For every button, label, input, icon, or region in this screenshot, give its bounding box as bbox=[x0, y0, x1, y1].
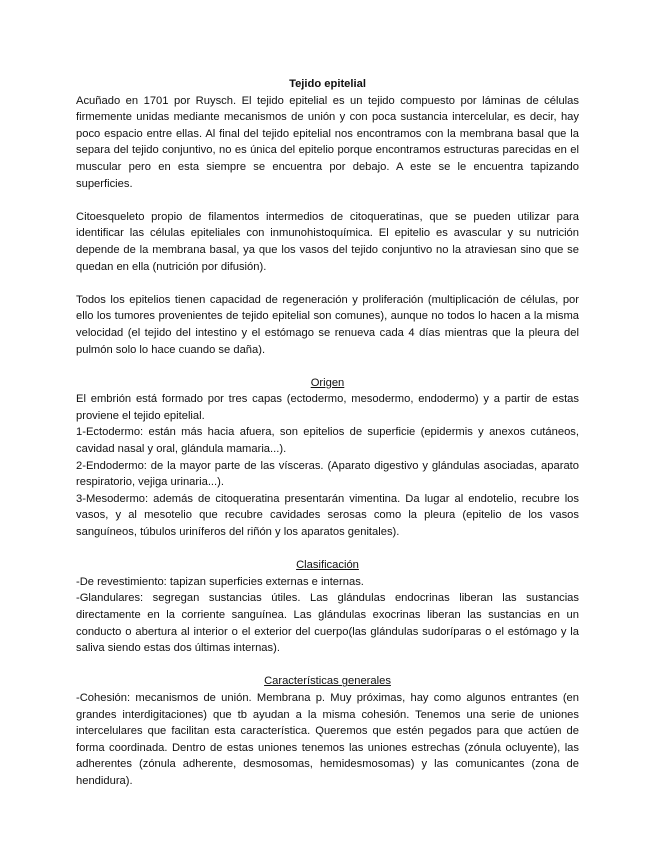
document-page bbox=[76, 76, 579, 790]
section-heading-caracteristicas: Características generales bbox=[264, 675, 391, 688]
paragraph-spacer bbox=[76, 541, 579, 558]
origen-endodermo: 2-Endodermo: de la mayor parte de las vísceras. (Aparato digestivo y glándulas asociadas, aparato respiratorio, vejiga urinaria...). bbox=[76, 459, 579, 489]
paragraph-spacer bbox=[76, 358, 579, 375]
origen-paragraph-1: El embrión está formado por tres capas (ectodermo, mesodermo, endodermo) y a partir de estas proviene el tejido epitelial. bbox=[76, 393, 579, 422]
origen-mesodermo: 3-Mesodermo: además de citoqueratina presentarán vimentina. Da lugar al endotelio, recubre los vasos, y al mesotelio que recubre cavidades serosas como la pleura (epitelio de los vasos sanguíneos, túbulos uriníferos del riñón y los aparatos genitales). bbox=[76, 492, 579, 539]
origen-ectodermo: 1-Ectodermo: están más hacia afuera, son epitelios de superficie (epidermis y anexos cutáneos, cavidad nasal y oral, glándula mamaria...). bbox=[76, 426, 579, 456]
intro-paragraph-2: Citoesqueleto propio de filamentos intermedios de citoqueratinas, que se pueden utilizar para identificar las células epiteliales con inmunohistoquímica. El epitelio es avascular y su nutrición depende de la membrana basal, ya que los vasos del tejido conjuntivo no la atraviesan sino que se quedan en ella (nutrición por difusión). bbox=[76, 210, 579, 273]
intro-paragraph-3: Todos los epitelios tienen capacidad de regeneración y proliferación (multiplicación de células, por ello los tumores provenientes de tejido epitelial son comunes), aunque no todos lo hacen a la misma velocidad (el tejido del intestino y el estómago se renueva cada 4 días mientras que la pleura del pulmón solo lo hace cuando se daña). bbox=[76, 293, 579, 356]
section-heading-clasificacion: Clasificación bbox=[296, 559, 359, 572]
clasificacion-glandulares: -Glandulares: segregan sustancias útiles. Las glándulas endocrinas liberan las sustancias directamente en la corriente sanguínea. Las glándulas exocrinas liberan las sustancias en un conducto o abertura al interior o el exterior del cuerpo(las glándulas sudoríparas o el estómago y la saliva siendo estas dos últimas internas). bbox=[76, 592, 579, 655]
intro-paragraph-1: Acuñado en 1701 por Ruysch. El tejido epitelial es un tejido compuesto por láminas de células firmemente unidas mediante mecanismos de unión y con poca sustancia intercelular, es decir, hay poco espacio entre ellas. Al final del tejido epitelial nos encontramos con la membrana basal que la separa del tejido conjuntivo, no es única del epitelio porque encontramos estructuras parecidas en el muscular pero en esta siempre se encuentra por debajo. A este se le encuentra tapizando superficies. bbox=[76, 94, 579, 190]
paragraph-spacer bbox=[76, 657, 579, 674]
paragraph-spacer bbox=[76, 192, 579, 209]
caracteristicas-cohesion: -Cohesión: mecanismos de unión. Membrana p. Muy próximas, hay como algunos entrantes (en grandes interdigitaciones) que tb ayudan a la misma cohesión. Tenemos una serie de uniones intercelulares que facilitan esta característica. Queremos que estén pegados para que actúen de forma coordinada. Dentro de estas uniones tenemos las uniones estrechas (zónula ocluyente), las adherentes (zónula adherente, desmosomas, hemidesmosomas) y las comunicantes (zona de hendidura). bbox=[76, 691, 579, 787]
section-heading-origen: Origen bbox=[310, 376, 345, 389]
paragraph-spacer bbox=[76, 275, 579, 292]
clasificacion-revestimiento: -De revestimiento: tapizan superficies externas e internas. bbox=[76, 575, 364, 588]
document-title: Tejido epitelial bbox=[289, 78, 366, 90]
